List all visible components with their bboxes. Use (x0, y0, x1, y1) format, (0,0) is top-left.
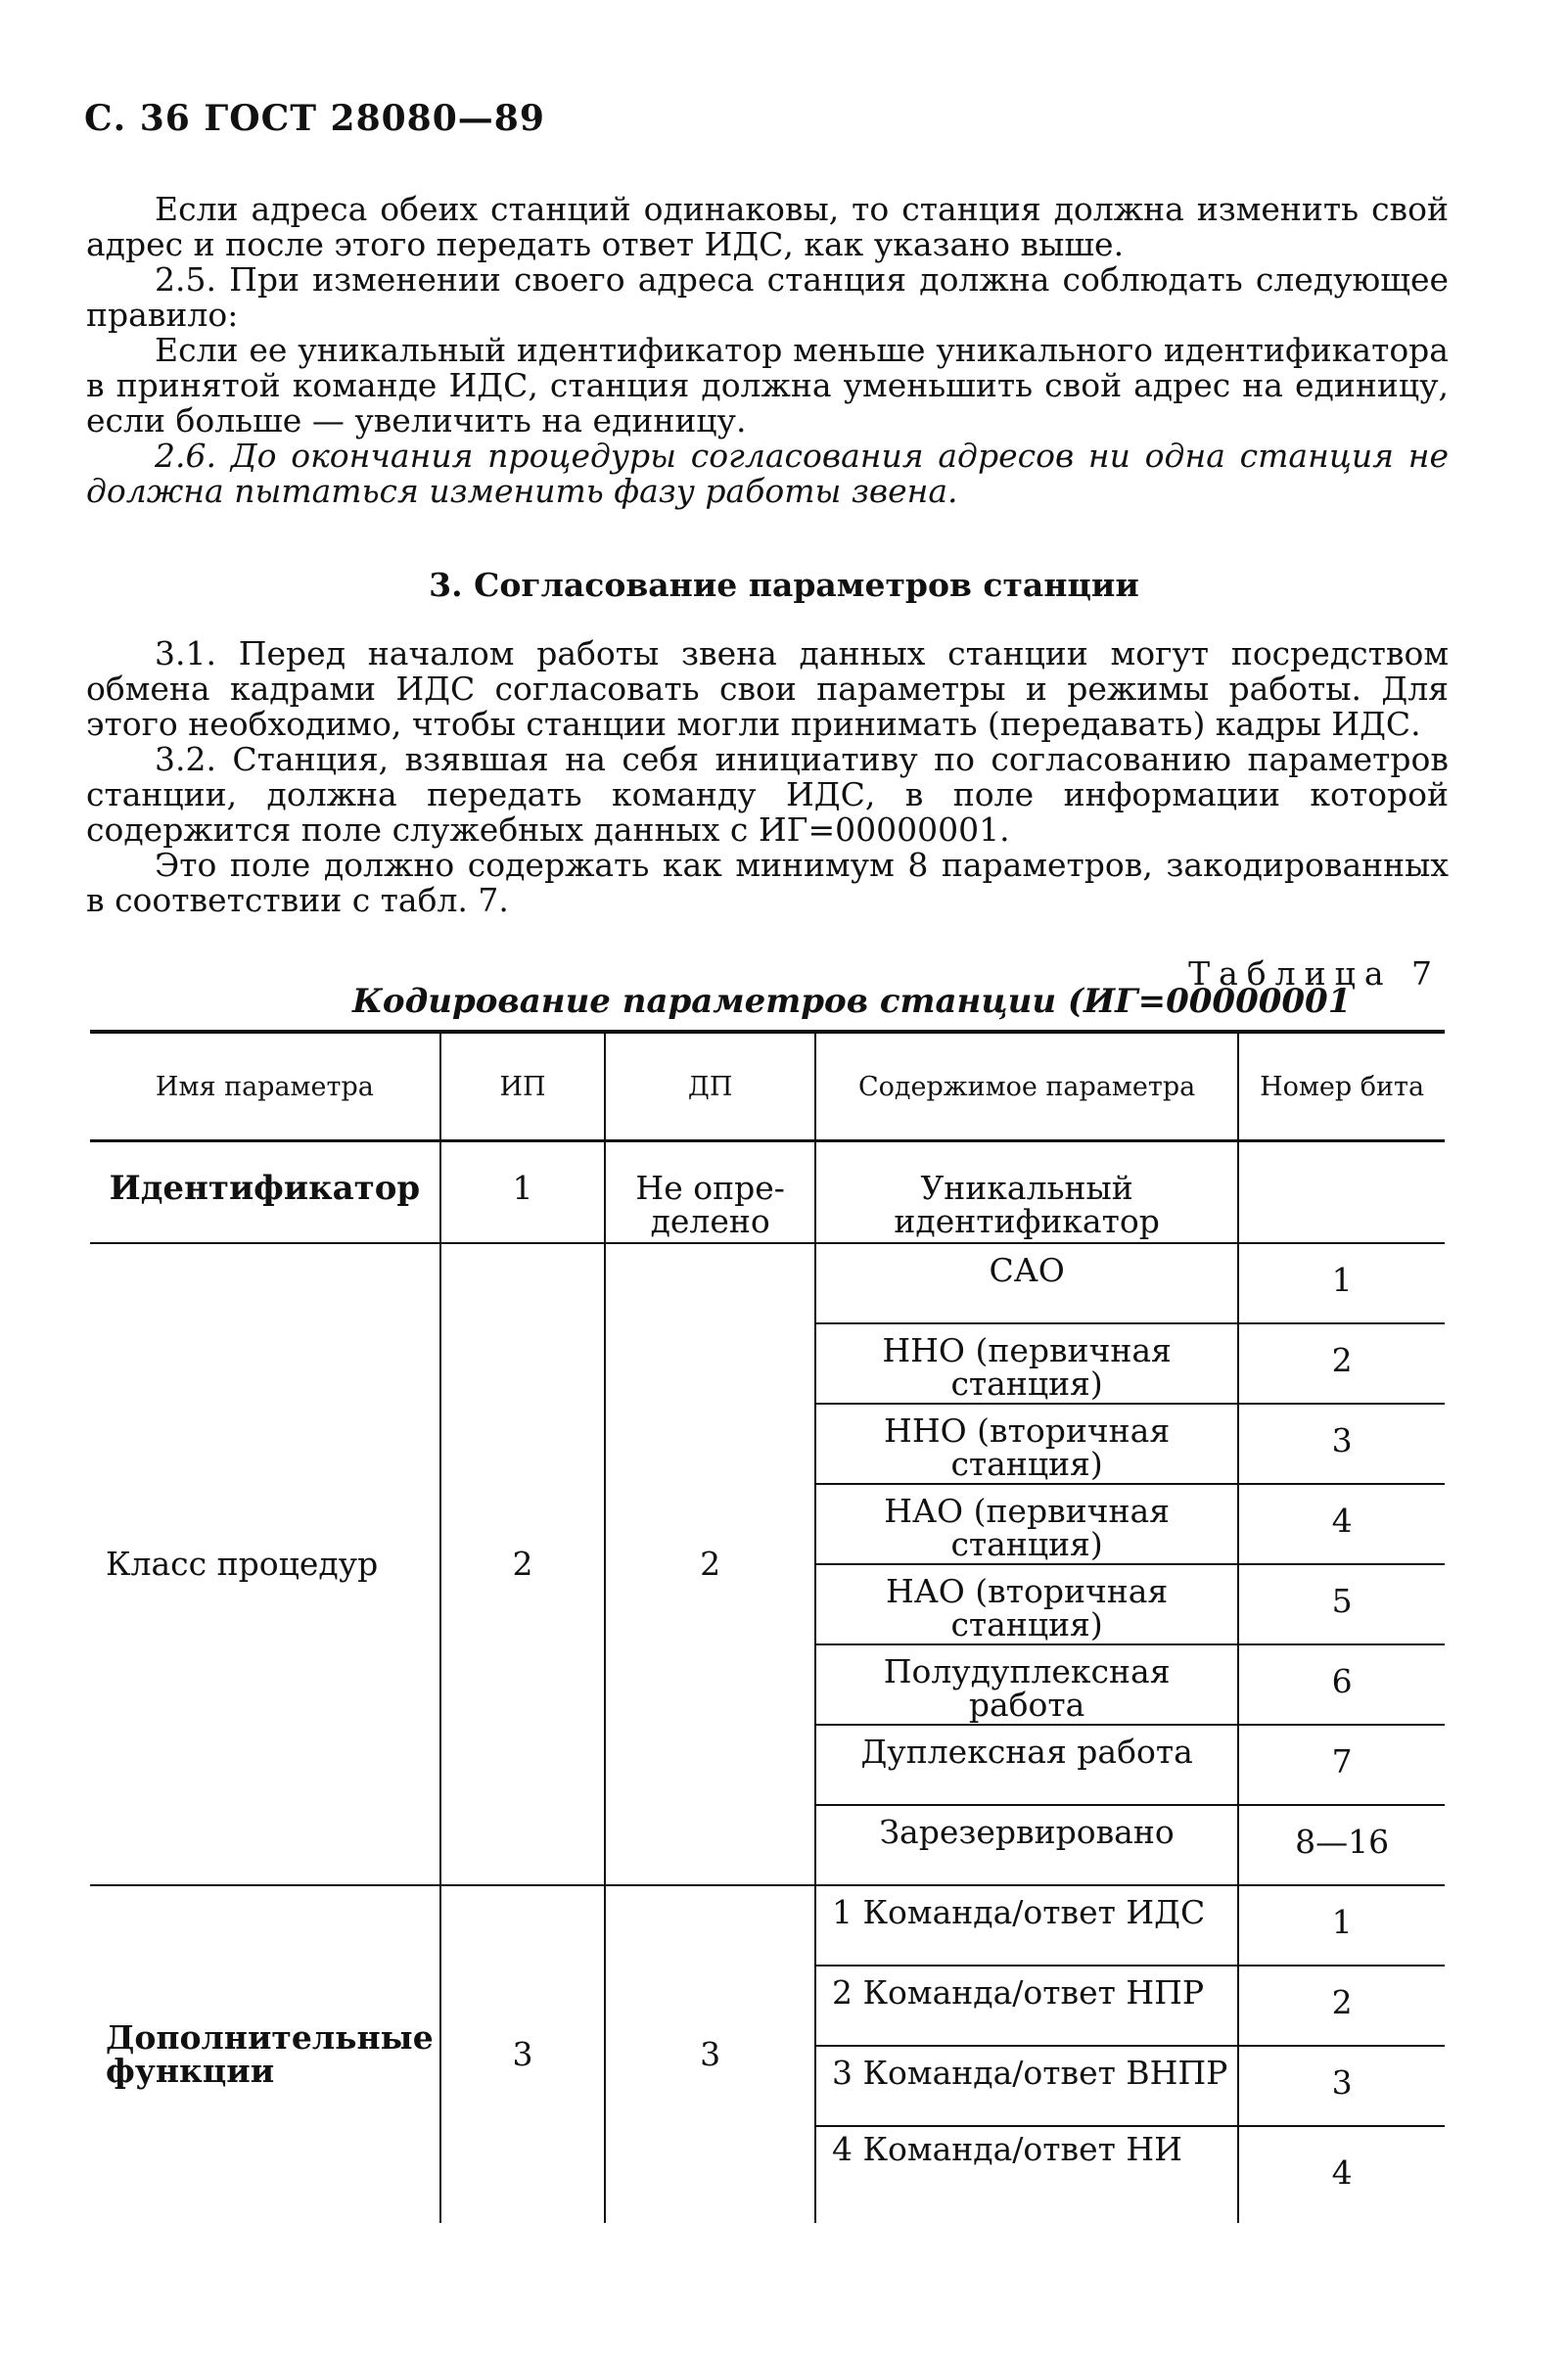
table-caption: Кодирование параметров станции (ИГ=00000001 (352, 982, 1352, 1021)
intro-text (86, 192, 1449, 509)
paragraph: Если адреса обеих станций одинаковы, то станция должна изменить свой адрес и после этого передать ответ ИДС, как указано выше. (86, 190, 1449, 263)
param-name: Класс процедур (90, 1243, 440, 1885)
param-content: 2 Команда/ответ НПР (815, 1966, 1238, 2046)
param-bit: 3 (1238, 1404, 1445, 1484)
paragraph: 2.5. При изменении своего адреса станция должна соблюдать следующее правило: (86, 260, 1449, 334)
param-bit: 2 (1238, 1966, 1445, 2046)
paragraph: 3.1. Перед началом работы звена данных станции могут посредством обмена кадрами ИДС согласовать свои параметры и режимы работы. Для этого необходимо, чтобы станции могли принимать (передавать) кадры ИДС. (86, 634, 1449, 743)
table-label: Таблица 7 (1188, 954, 1441, 993)
paragraph: Если ее уникальный идентификатор меньше уникального идентификатора в принятой команде ИДС, станция должна уменьшить свой адрес на единицу, если больше — увеличить на единицу. (86, 331, 1449, 440)
table-row (90, 1243, 1445, 1323)
param-content: 3 Команда/ответ ВНПР (815, 2046, 1238, 2126)
section-title: 3. Согласование параметров станции (429, 566, 1139, 604)
param-ip: 1 (440, 1141, 606, 1244)
section-text (86, 636, 1449, 918)
param-ip: 2 (440, 1243, 606, 1885)
param-bit: 4 (1238, 2126, 1445, 2223)
param-content: ННО (вторичная станция) (815, 1404, 1238, 1484)
paragraph: Это поле должно содержать как минимум 8 параметров, закодированных в соответствии с табл. 7. (86, 846, 1449, 919)
table-row (90, 1885, 1445, 1966)
param-name: Дополнительные функции (106, 2018, 434, 2090)
param-bit: 6 (1238, 1644, 1445, 1725)
param-dp: 2 (605, 1243, 815, 1885)
column-header: Имя параметра (90, 1032, 440, 1141)
param-bit (1238, 1141, 1445, 1244)
param-content: НАО (первичная станция) (815, 1484, 1238, 1564)
param-content: Полудуплексная работа (815, 1644, 1238, 1725)
param-content: НАО (вторичная станция) (815, 1564, 1238, 1644)
param-content: САО (815, 1243, 1238, 1323)
paragraph: 3.2. Станция, взявшая на себя инициативу по согласованию параметров станции, должна передать команду ИДС, в поле информации которой содержится поле служебных данных с ИГ=00000001. (86, 740, 1449, 849)
param-bit: 4 (1238, 1484, 1445, 1564)
param-content: Зарезервировано (815, 1805, 1238, 1885)
table-header-row (90, 1032, 1445, 1141)
param-bit: 1 (1238, 1243, 1445, 1323)
param-content: Дуплексная работа (815, 1725, 1238, 1805)
table-row (90, 1141, 1445, 1244)
param-bit: 3 (1238, 2046, 1445, 2126)
param-bit: 8—16 (1238, 1805, 1445, 1885)
param-dp: Не опре-делено (605, 1141, 815, 1244)
column-header: Номер бита (1238, 1032, 1445, 1141)
page-header: С. 36 ГОСТ 28080—89 (84, 98, 545, 139)
param-content: ННО (первичная станция) (815, 1323, 1238, 1404)
param-bit: 2 (1238, 1323, 1445, 1404)
param-content: 1 Команда/ответ ИДС (815, 1885, 1238, 1966)
param-content: Уникальный идентификатор (815, 1141, 1238, 1244)
param-bit: 7 (1238, 1725, 1445, 1805)
param-bit: 1 (1238, 1885, 1445, 1966)
column-header: Содержимое параметра (815, 1032, 1238, 1141)
param-ip: 3 (440, 1885, 606, 2223)
column-header: ДП (605, 1032, 815, 1141)
param-dp: 3 (605, 1885, 815, 2223)
param-bit: 5 (1238, 1564, 1445, 1644)
column-header: ИП (440, 1032, 606, 1141)
parameter-table (90, 1030, 1445, 2223)
param-content: 4 Команда/ответ НИ (815, 2126, 1238, 2223)
paragraph: 2.6. До окончания процедуры согласования адресов ни одна станция не должна пытаться изменить фазу работы звена. (86, 437, 1449, 510)
param-name: Идентификатор (90, 1141, 440, 1244)
